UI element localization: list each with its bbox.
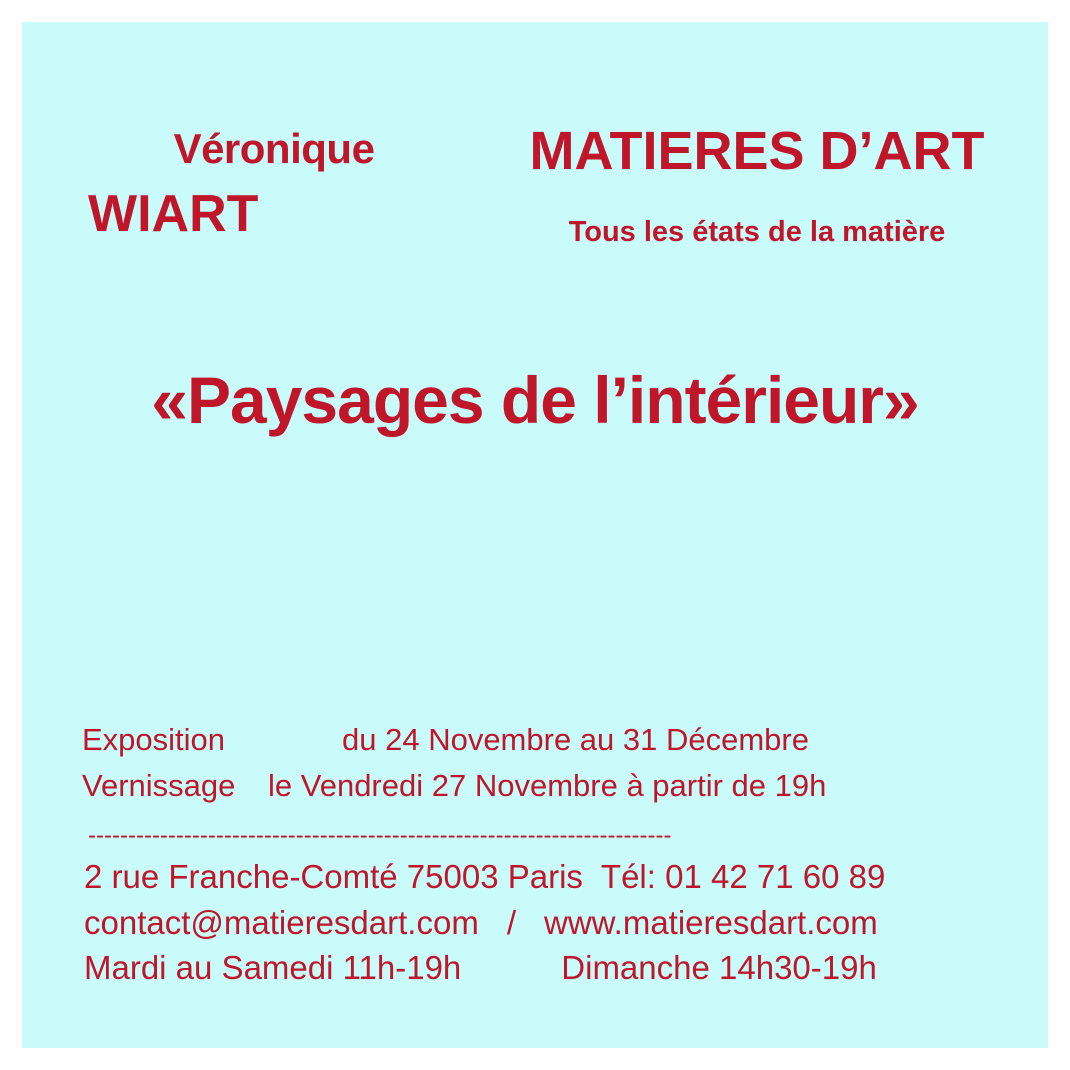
vernissage-row: [82, 768, 1002, 804]
vernissage-value: le Vendredi 27 Novembre à partir de 19h: [268, 768, 827, 803]
gallery-tagline: Tous les états de la matière: [568, 216, 946, 248]
artist-name-block: [74, 127, 474, 242]
artist-last-name: WIART: [88, 185, 259, 244]
exposition-row: [82, 722, 1002, 758]
gallery-block: [492, 120, 1022, 249]
hours-sunday: Dimanche 14h30-19h: [561, 949, 877, 987]
address-line: [84, 854, 1024, 900]
hours-line: [84, 945, 1024, 991]
email-link[interactable]: contact@matieresdart.com: [84, 903, 479, 941]
flyer-card: [22, 22, 1048, 1048]
address-text: 2 rue Franche-Comté 75003 Paris: [84, 858, 583, 895]
schedule-block: [82, 722, 1002, 814]
website-link[interactable]: www.matieresdart.com: [543, 903, 878, 941]
vernissage-label: Vernissage: [82, 768, 236, 803]
web-line: [84, 900, 1024, 946]
exhibition-title: «Paysages de l’intérieur»: [151, 363, 919, 437]
gallery-name: MATIERES D’ART: [529, 121, 985, 181]
hours-weekdays: Mardi au Samedi 11h-19h: [84, 949, 462, 987]
exposition-label: Exposition: [82, 722, 226, 757]
separator-slash: /: [506, 903, 516, 941]
artist-first-name: Véronique: [173, 125, 375, 172]
dashed-divider: -------------------------------------------------------------------------: [88, 822, 672, 849]
contact-block: [84, 854, 1024, 991]
phone-text: Tél: 01 42 71 60 89: [600, 858, 886, 895]
exposition-value: du 24 Novembre au 31 Décembre: [342, 722, 809, 757]
